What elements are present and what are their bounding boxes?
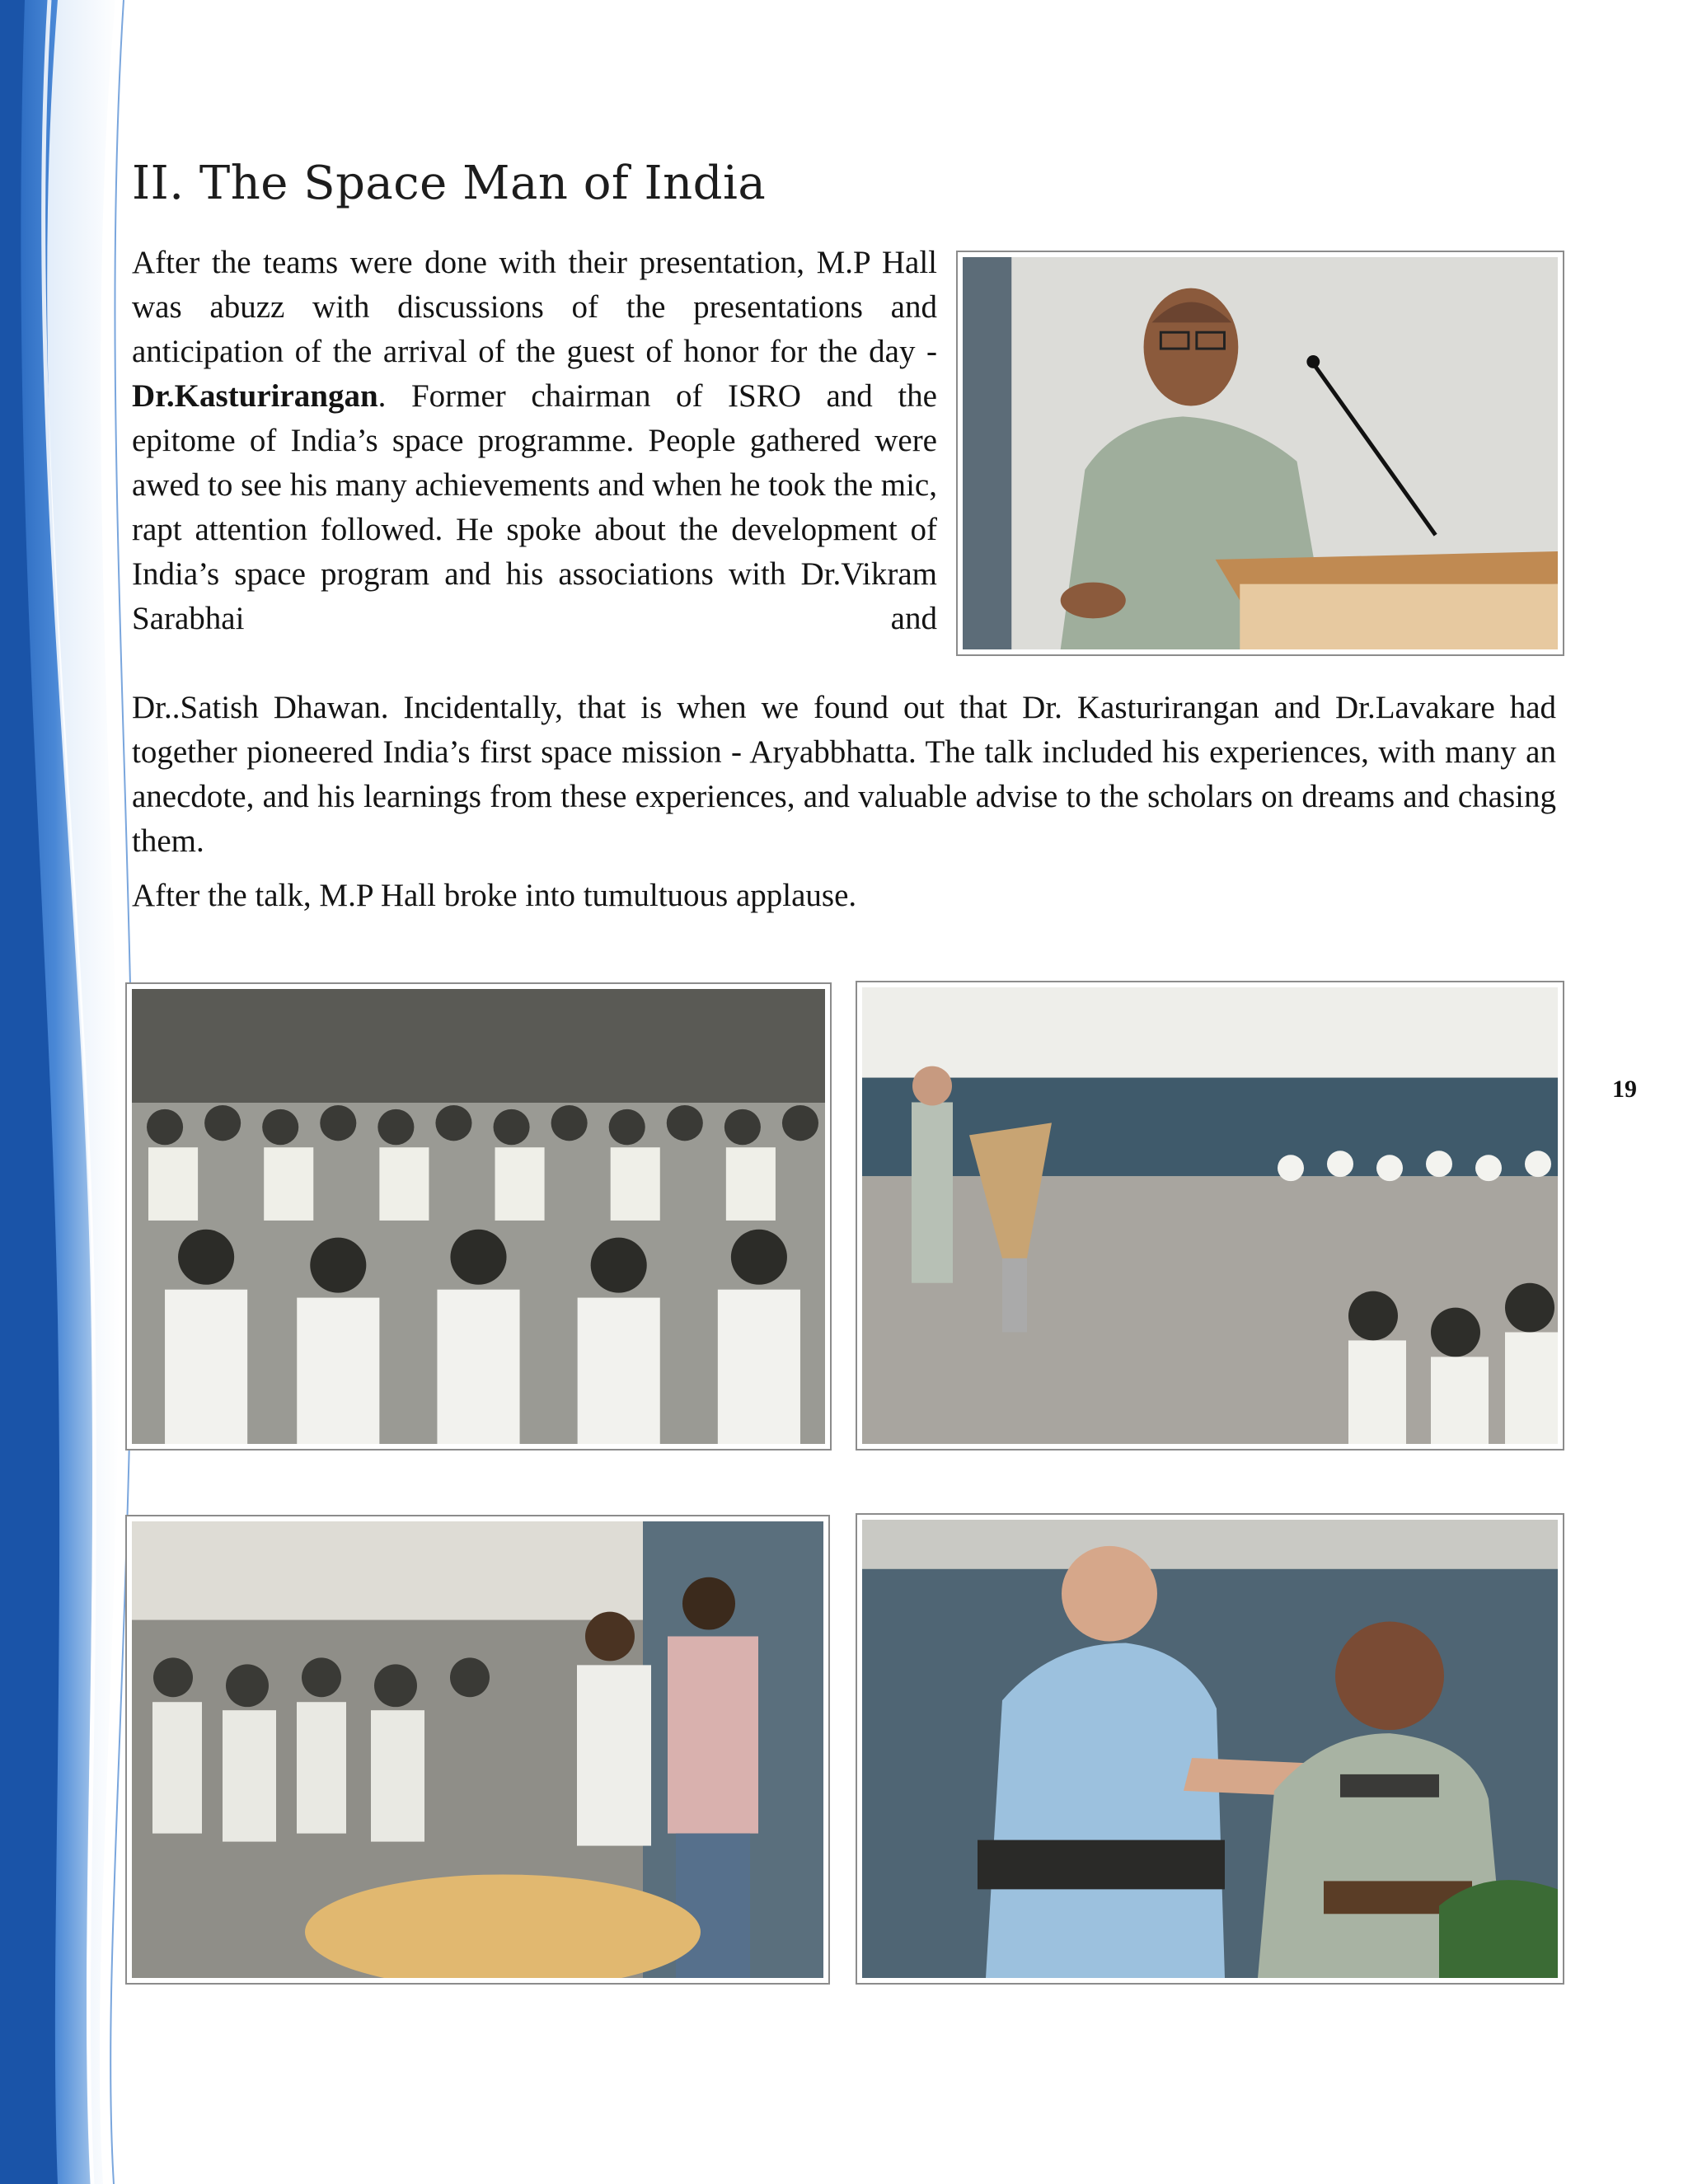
- guest-name: Dr.Kasturirangan: [132, 378, 378, 414]
- photo-audience-students: [125, 1515, 830, 1985]
- photo-hall-speaker: [856, 981, 1564, 1451]
- article-paragraph-intro: [132, 241, 937, 686]
- photo-memento-presentation: [856, 1513, 1564, 1985]
- audience-illustration: [132, 989, 825, 1444]
- intro-text: After the teams were done with their presentation, M.P Hall was abuzz with discussions of the presentations and anticipation of the arrival of the guest of honor for the day -: [132, 245, 937, 369]
- article-paragraph-applause: After the talk, M.P Hall broke into tumultuous applause.: [132, 878, 857, 913]
- presentation-illustration: [862, 1520, 1558, 1978]
- page-title: II. The Space Man of India: [132, 157, 767, 210]
- students-illustration: [132, 1521, 823, 1978]
- photo-speaker-podium: [956, 251, 1564, 656]
- article-paragraph-continued: Dr..Satish Dhawan. Incidentally, that is when we found out that Dr. Kasturirangan and Dr.Lavakare had together pioneered India’s first space mission - Aryabbhatta. The talk included his experiences, with many an anecdote, and his learnings from these experiences, and valuable advise to the scholars on dreams and chasing them.: [132, 690, 1556, 859]
- hall-illustration: [862, 987, 1558, 1444]
- photo-audience: [125, 982, 832, 1451]
- intro-text-continued: . Former chairman of ISRO and the epitome of India’s space programme. People gathered were awed to see his many achievements and when he took the mic, rapt attention followed. He spoke about the development of India’s space program and his associations with Dr.Vikram Sarabhai and: [132, 378, 937, 636]
- page-number: 19: [1612, 1076, 1637, 1103]
- speaker-illustration: [963, 257, 1558, 649]
